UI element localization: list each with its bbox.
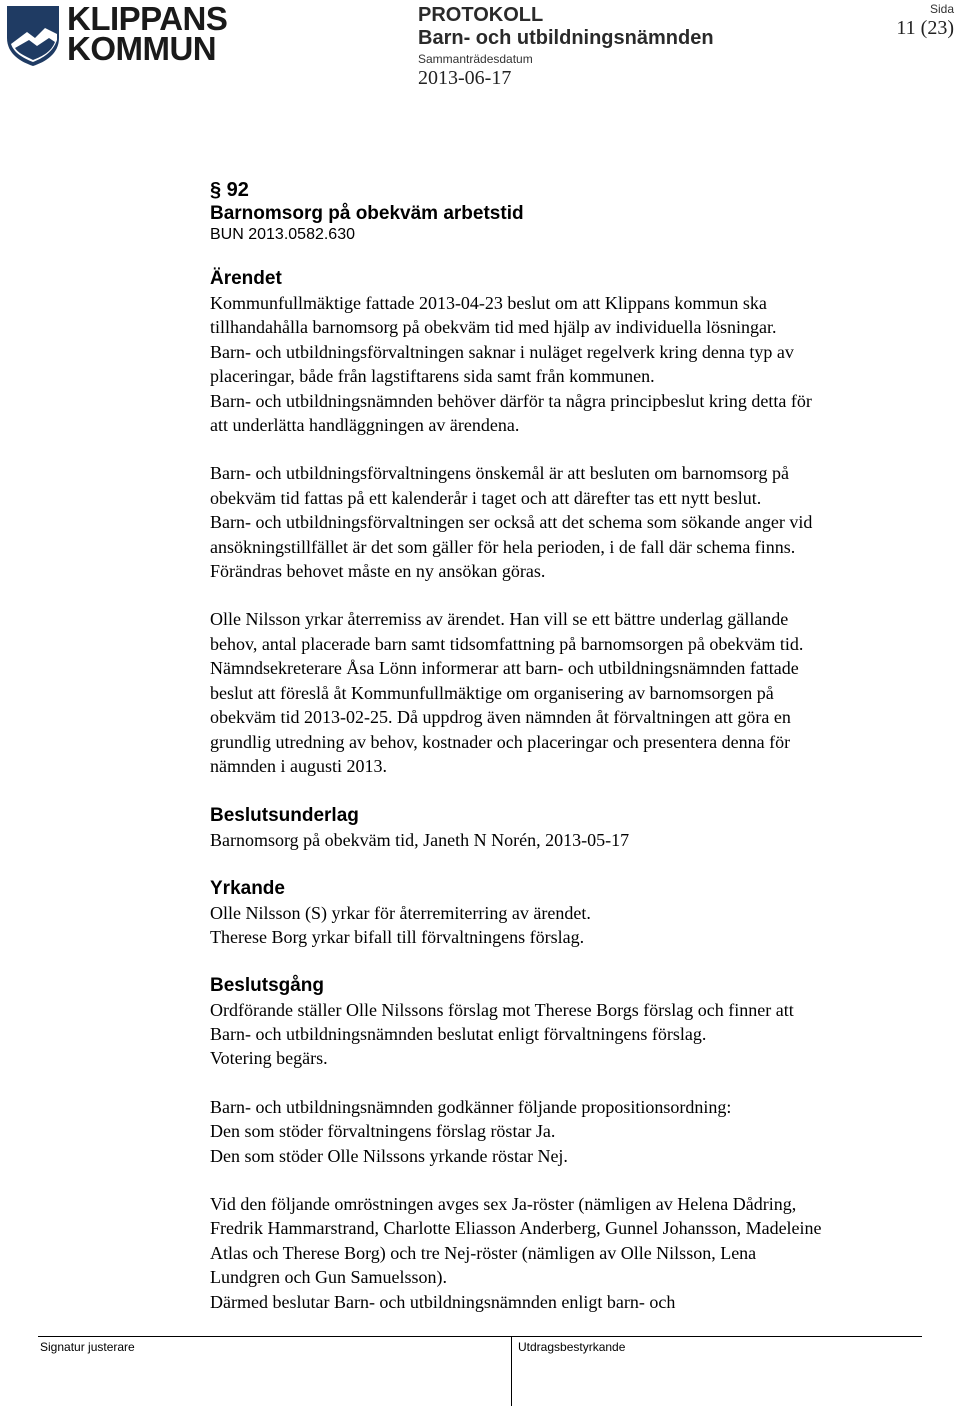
beslutsunderlag-heading: Beslutsunderlag: [210, 805, 359, 827]
municipal-crest-icon: [5, 4, 61, 68]
extract-certification-label: Utdragsbestyrkande: [518, 1340, 626, 1354]
item-title: Barnomsorg på obekväm arbetstid: [210, 203, 524, 224]
beslutsgang-paragraph-3: Vid den följande omröstningen avges sex Ja-röster (nämligen av Helena Dådring, Fredrik Hammarstrand, Charlotte Eliasson Anderberg, Gunnel Johansson, Madeleine Atlas och Therese Borg) och tre Nej-röster (nämligen av Olle Nilsson, Lena Lundgren och Gun Samuelsson). Därmed beslutar Barn- och utbildningsnämnden enligt barn- och: [210, 1193, 822, 1312]
document-header: [418, 4, 714, 90]
date-label: Sammanträdesdatum: [418, 52, 533, 66]
arendet-heading: Ärendet: [210, 268, 282, 289]
doc-type: PROTOKOLL: [418, 4, 544, 26]
arendet-paragraph-1: Kommunfullmäktige fattade 2013-04-23 beslut om att Klippans kommun ska tillhandahålla barnomsorg på obekväm tid med hjälp av individuella lösningar. Barn- och utbildningsförvaltningen saknar i nuläget regelverk kring denna typ av placeringar, både från lagstiftarens sida samt från kommunen. Barn- och utbildningsnämnden behöver därför ta några principbeslut kring detta för att underlätta handläggningen av ärendena.: [210, 293, 812, 436]
logo-line-2: KOMMUN: [67, 30, 217, 67]
protocol-content: [210, 178, 940, 1314]
page-number: 11 (23): [896, 17, 954, 39]
item-reference: BUN 2013.0582.630: [210, 226, 355, 243]
signature-footer: [0, 1336, 960, 1406]
footer-column-divider: [511, 1336, 512, 1406]
arendet-paragraph-3: Olle Nilsson yrkar återremiss av ärendet. Han vill se ett bättre underlag gällande behov, antal placerade barn samt tidsomfattning på barnomsorgen på obekväm tid. Nämndsekreterare Åsa Lönn informerar att barn- och utbildningsnämnden fattade beslut att föreslå åt Kommunfullmäktige om organisering av barnomsorgen på obekväm tid 2013-02-25. Då uppdrog även nämnden åt förvaltningen att göra en grundlig utredning av behov, kostnader och placeringar och presentera denna för nämnden i augusti 2013.: [210, 609, 804, 776]
page-label: Sida: [929, 2, 954, 16]
signature-label: Signatur justerare: [40, 1340, 135, 1354]
meeting-date: 2013-06-17: [418, 67, 512, 89]
yrkande-text: Olle Nilsson (S) yrkar för återremiterring av ärendet. Therese Borg yrkar bifall till förvaltningens förslag.: [210, 902, 591, 948]
beslutsgang-paragraph-2: Barn- och utbildningsnämnden godkänner följande propositionsordning: Den som stöder förvaltningens förslag röstar Ja. Den som stöder Olle Nilssons yrkande röstar Nej.: [210, 1096, 732, 1166]
footer-divider: [38, 1336, 922, 1337]
committee-name: Barn- och utbildningsnämnden: [418, 27, 714, 49]
beslutsgang-heading: Beslutsgång: [210, 974, 325, 996]
page-indicator: [896, 2, 954, 40]
yrkande-heading: Yrkande: [210, 877, 285, 899]
logo-wordmark: [67, 0, 228, 67]
arendet-paragraph-2: Barn- och utbildningsförvaltningens önskemål är att besluten om barnomsorg på obekväm tid fattas på ett kalenderår i taget och att därefter tas ett nytt beslut. Barn- och utbildningsförvaltningen ser också att det schema som sökande anger vid ansökningstillfället är det som gäller för hela perioden, i de fall där schema finns. Förändras behovet måste en ny ansökan göras.: [210, 463, 813, 582]
beslutsunderlag-text: Barnomsorg på obekväm tid, Janeth N Norén, 2013-05-17: [210, 830, 630, 851]
beslutsgang-paragraph-1: Ordförande ställer Olle Nilssons förslag mot Therese Borgs förslag och finner att Barn- och utbildningsnämnden beslutat enligt förvaltningens förslag. Votering begärs.: [210, 999, 794, 1069]
klippans-kommun-logo: [5, 0, 228, 68]
logo-line-1: KLIPPANS: [67, 0, 228, 37]
paragraph-number: § 92: [210, 179, 249, 201]
